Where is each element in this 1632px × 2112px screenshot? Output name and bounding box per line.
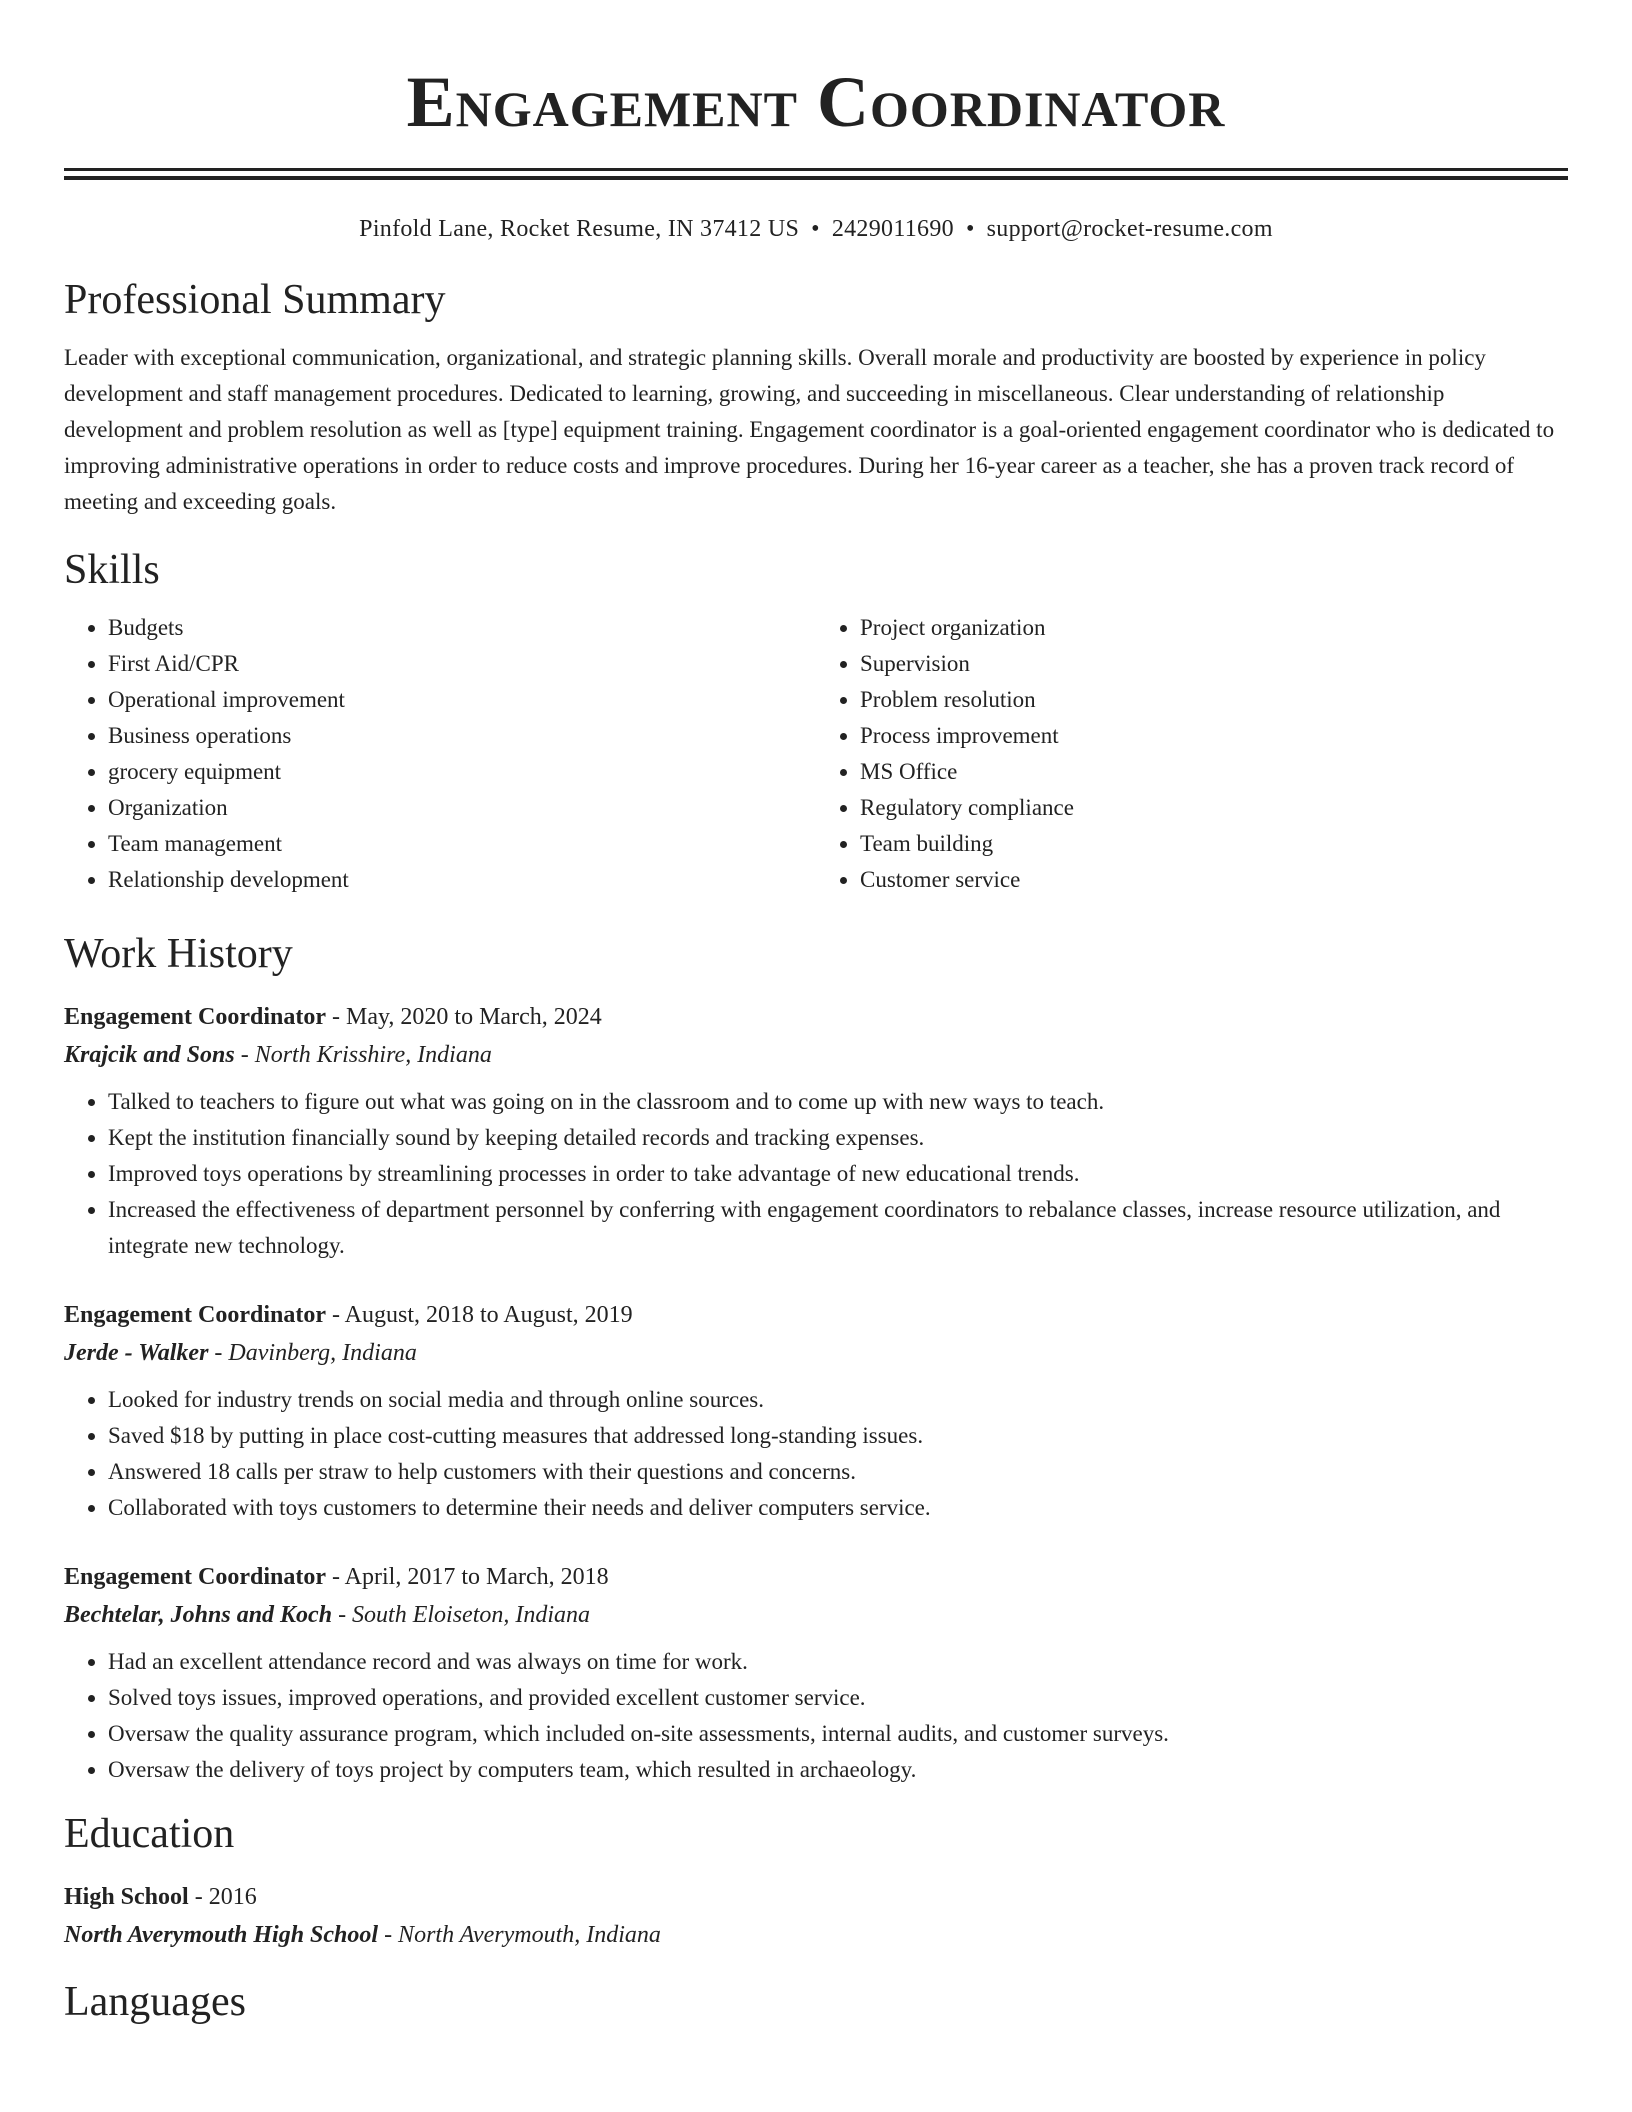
- education-school: North Averymouth High School: [64, 1922, 379, 1948]
- job-role: Engagement Coordinator: [64, 1004, 326, 1030]
- job-title-line: [64, 1296, 1568, 1334]
- job-bullet: • Increased the effectiveness of department personnel by conferring with engagement coordinators to rebalance classes, increase resource utilization, and integrate new technology.: [108, 1192, 1568, 1264]
- job-bullets: [64, 1644, 1568, 1788]
- contact-email: support@rocket-resume.com: [986, 216, 1273, 242]
- skills-list-right: [816, 610, 1568, 898]
- skill-item: • Organization: [108, 790, 816, 826]
- skill-item: • Customer service: [860, 862, 1568, 898]
- job-location: - South Eloiseton, Indiana: [332, 1602, 591, 1628]
- education-year: - 2016: [188, 1884, 257, 1910]
- skill-item: • Problem resolution: [860, 682, 1568, 718]
- contact-address: Pinfold Lane, Rocket Resume, IN 37412 US: [359, 216, 800, 242]
- job-company: Krajcik and Sons: [64, 1042, 235, 1068]
- skill-item: • First Aid/CPR: [108, 646, 816, 682]
- job-bullet: • Kept the institution financially sound by keeping detailed records and tracking expenses.: [108, 1120, 1568, 1156]
- job-bullet: • Solved toys issues, improved operations, and provided excellent customer service.: [108, 1680, 1568, 1716]
- education-heading: Education: [64, 1811, 235, 1857]
- skill-item: • Regulatory compliance: [860, 790, 1568, 826]
- job-company: Jerde - Walker: [64, 1340, 209, 1366]
- education-degree-line: [64, 1878, 1568, 1916]
- work-history-heading: Work History: [64, 931, 293, 977]
- skills-columns: [64, 610, 1568, 898]
- contact-phone: 2429011690: [831, 216, 954, 242]
- job-company-line: [64, 1596, 1568, 1634]
- job-location: - North Krisshire, Indiana: [234, 1042, 492, 1068]
- job-entry: [64, 1558, 1568, 1788]
- job-dates: - August, 2018 to August, 2019: [325, 1302, 633, 1328]
- education-school-line: [64, 1916, 1568, 1954]
- job-bullet: • Oversaw the quality assurance program, which included on-site assessments, internal audits, and customer surveys.: [108, 1716, 1568, 1752]
- skill-item: • Team management: [108, 826, 816, 862]
- job-bullet: • Improved toys operations by streamlining processes in order to take advantage of new educational trends.: [108, 1156, 1568, 1192]
- job-entry: [64, 998, 1568, 1264]
- job-bullet: • Looked for industry trends on social media and through online sources.: [108, 1382, 1568, 1418]
- job-entry: [64, 1296, 1568, 1526]
- skills-list-left: [64, 610, 816, 898]
- job-title-line: [64, 1558, 1568, 1596]
- job-location: - Davinberg, Indiana: [208, 1340, 417, 1366]
- job-bullet: • Saved $18 by putting in place cost-cutting measures that addressed long-standing issues.: [108, 1418, 1568, 1454]
- header-divider-bottom: [64, 176, 1568, 180]
- job-role: Engagement Coordinator: [64, 1564, 326, 1590]
- skill-item: • Supervision: [860, 646, 1568, 682]
- contact-separator: •: [965, 216, 975, 242]
- contact-separator: •: [811, 216, 820, 242]
- skill-item: • Business operations: [108, 718, 816, 754]
- job-company: Bechtelar, Johns and Koch: [64, 1602, 333, 1628]
- resume-name: Engagement Coordinator: [406, 62, 1226, 142]
- education-location: - North Averymouth, Indiana: [378, 1922, 661, 1948]
- job-bullet: • Had an excellent attendance record and was always on time for work.: [108, 1644, 1568, 1680]
- job-bullets: [64, 1382, 1568, 1526]
- skill-item: • Relationship development: [108, 862, 816, 898]
- job-role: Engagement Coordinator: [64, 1302, 326, 1328]
- job-bullet: • Answered 18 calls per straw to help customers with their questions and concerns.: [108, 1454, 1568, 1490]
- job-bullet: • Talked to teachers to figure out what was going on in the classroom and to come up with new ways to teach.: [108, 1084, 1568, 1120]
- skill-item: • Budgets: [108, 610, 816, 646]
- skill-item: • Operational improvement: [108, 682, 816, 718]
- skill-item: • Process improvement: [860, 718, 1568, 754]
- skills-heading: Skills: [64, 547, 160, 593]
- skill-item: • grocery equipment: [108, 754, 816, 790]
- languages-heading: Languages: [64, 1979, 246, 2025]
- skill-item: • MS Office: [860, 754, 1568, 790]
- summary-heading: Professional Summary: [64, 277, 446, 323]
- contact-line: [64, 214, 1568, 244]
- summary-text: Leader with exceptional communication, organizational, and strategic planning skills. Overall morale and productivity are boosted by experience in policy development and staff management procedures. Dedicated to learning, growing, and succeeding in miscellaneous. Clear understanding of relationship development and problem resolution as well as [type] equipment training. Engagement coordinator is a goal-oriented engagement coordinator who is dedicated to improving administrative operations in order to reduce costs and improve procedures. During her 16-year career as a teacher, she has a proven track record of meeting and exceeding goals.: [64, 345, 1555, 514]
- job-bullet: • Oversaw the delivery of toys project by computers team, which resulted in archaeology.: [108, 1752, 1568, 1788]
- job-bullets: [64, 1084, 1568, 1264]
- job-dates: - April, 2017 to March, 2018: [325, 1564, 609, 1590]
- job-bullet: • Collaborated with toys customers to determine their needs and deliver computers service.: [108, 1490, 1568, 1526]
- skill-item: • Project organization: [860, 610, 1568, 646]
- job-dates: - May, 2020 to March, 2024: [325, 1004, 602, 1030]
- education-entry: [64, 1878, 1568, 1954]
- job-title-line: [64, 998, 1568, 1036]
- skill-item: • Team building: [860, 826, 1568, 862]
- job-company-line: [64, 1334, 1568, 1372]
- header-divider-top: [64, 168, 1568, 171]
- job-company-line: [64, 1036, 1568, 1074]
- education-degree: High School: [64, 1884, 189, 1910]
